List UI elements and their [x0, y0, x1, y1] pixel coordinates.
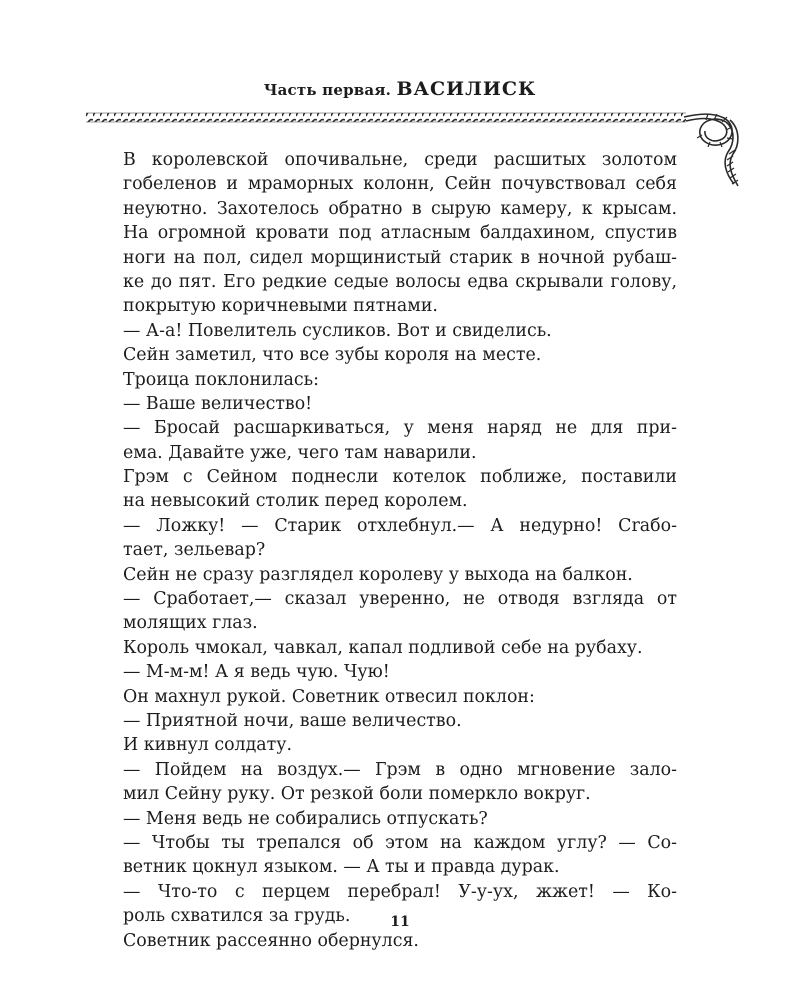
text-line: неуютно. Захотелось обратно в сырую камеру, к крысам. [123, 198, 677, 219]
text-line: Сейн не сразу разглядел королеву у выхода на балкон. [123, 564, 633, 585]
text-line: роль схватился за грудь. [123, 906, 351, 927]
text-line: Троица поклонилась: [123, 369, 319, 390]
text-line: — Приятной ночи, ваше величество. [123, 710, 462, 731]
text-line: — А-а! Повелитель сусликов. Вот и свиделись. [123, 320, 552, 341]
page-number: 11 [390, 914, 410, 930]
text-line: ветник цокнул языком. — А ты и правда дурак. [123, 857, 560, 878]
text-line: — Сработает,— сказал уверенно, не отводя взгляда от [123, 589, 677, 610]
text-line: — Бросай расшаркиваться, у меня наряд не для при- [123, 418, 677, 439]
text-line: Грэм с Сейном поднесли котелок поближе, поставили [123, 467, 677, 488]
text-line: Король чмокал, чавкал, капал подливой себе на рубаху. [123, 637, 643, 658]
text-line: — М-м-м! А я ведь чую. Чую! [123, 662, 390, 683]
text-line: мил Сейну руку. От резкой боли померкло вокруг. [123, 784, 591, 805]
text-line: ноги на пол, сидел морщинистый старик в ночной рубаш- [123, 247, 677, 268]
text-line: В королевской опочивальне, среди расшитых золотом [123, 150, 677, 170]
text-line: — Что-то с перцем перебрал! У-у-ух, жжет! — Ко- [123, 881, 677, 902]
text-line: покрытую коричневыми пятнами. [123, 296, 438, 317]
body-text [123, 148, 677, 953]
text-line: Советник рассеянно обернулся. [123, 930, 419, 951]
running-header [0, 78, 800, 100]
text-line: Сейн заметил, что все зубы короля на месте. [123, 345, 542, 366]
text-line: Он махнул рукой. Советник отвесил поклон: [123, 686, 535, 707]
text-line: — Ложку! — Старик отхлебнул.— А недурно! Сrабо- [123, 515, 677, 536]
part-title: Часть первая. [263, 81, 392, 99]
text-line: На огромной кровати под атласным балдахином, спустив [123, 223, 677, 244]
text-line: ке до пят. Его редкие седые волосы едва скрывали голову, [123, 271, 677, 292]
text-line: на невысокий столик перед королем. [123, 491, 468, 512]
text-line: И кивнул солдату. [123, 735, 293, 756]
text-line: тает, зельевар? [123, 540, 266, 561]
text-line: гобеленов и мраморных колонн, Сейн почувствовал себя [123, 174, 677, 195]
text-line: — Ваше величество! [123, 393, 313, 414]
text-line: — Пойдем на воздух.— Грэм в одно мгновение зало- [123, 759, 677, 780]
text-line: — Меня ведь не собирались отпускать? [123, 808, 488, 829]
text-line: молящих глаз. [123, 613, 258, 634]
chapter-title: ВАСИЛИСК [396, 78, 537, 100]
text-line: — Чтобы ты трепался об этом на каждом углу? — Со- [123, 832, 677, 853]
text-line: ема. Давайте уже, чего там наварили. [123, 442, 477, 463]
